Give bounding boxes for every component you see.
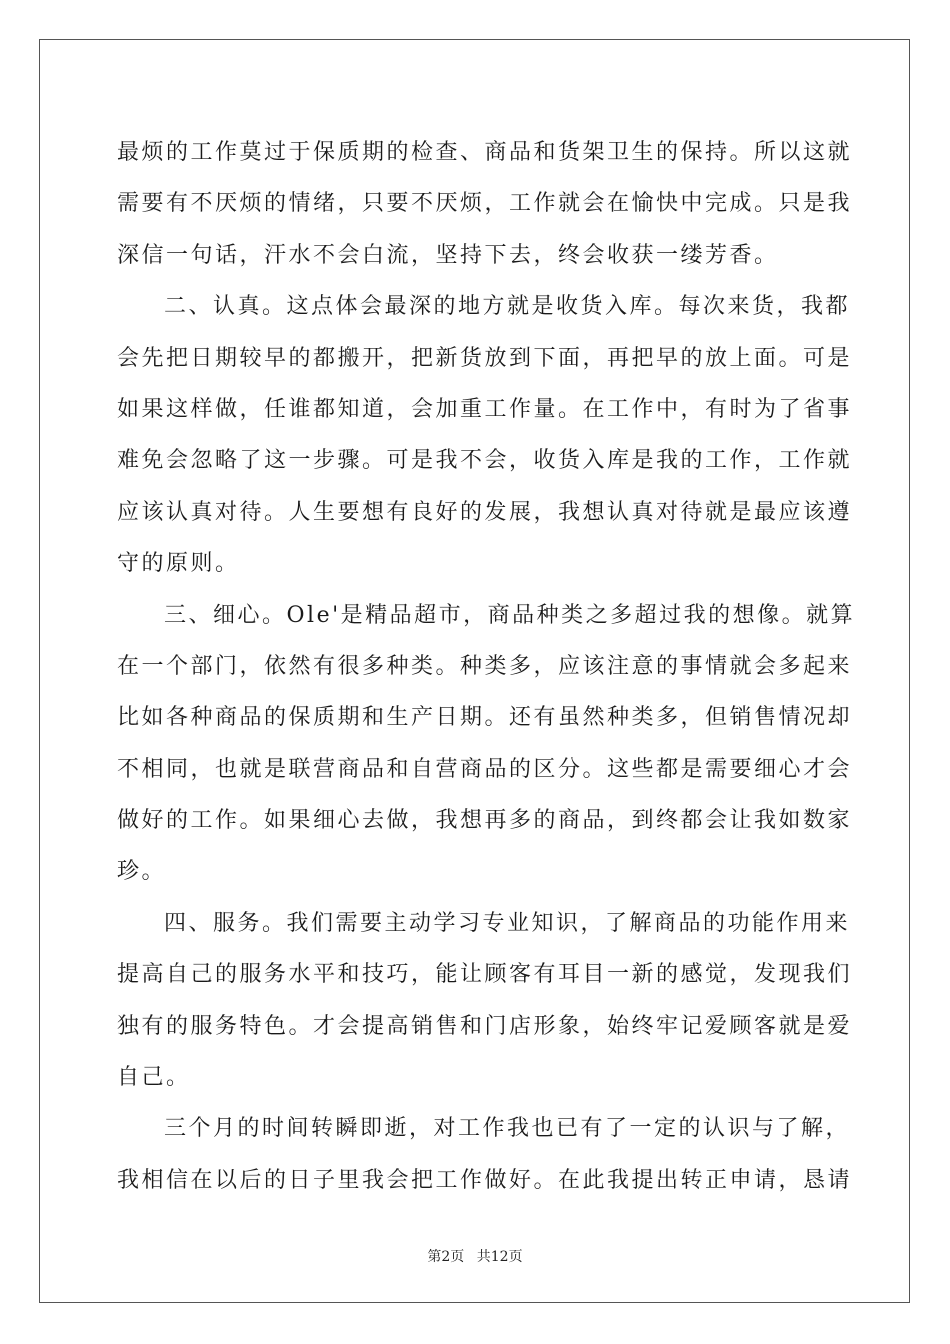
text-line: 做好的工作。如果细心去做，我想再多的商品，到终都会让我如数家 bbox=[117, 808, 853, 834]
text-line: 深信一句话，汗水不会白流，坚持下去，终会收获一缕芳香。 bbox=[117, 242, 779, 268]
text-line: 在一个部门，依然有很多种类。种类多，应该注意的事情就会多起来 bbox=[117, 653, 853, 679]
page-total: 共12页 bbox=[476, 1249, 523, 1265]
section-heading-line: 四、服务。我们需要主动学习专业知识，了解商品的功能作用来 bbox=[164, 910, 851, 936]
text-line: 自己。 bbox=[117, 1065, 191, 1091]
text-line: 珍。 bbox=[117, 859, 167, 885]
section-heading-line: 二、认真。这点体会最深的地方就是收货入库。每次来货，我都 bbox=[164, 294, 851, 320]
text-line: 应该认真对待。人生要想有良好的发展，我想认真对待就是最应该遵 bbox=[117, 499, 853, 525]
text-line: 难免会忽略了这一步骤。可是我不会，收货入库是我的工作，工作就 bbox=[117, 448, 853, 474]
page-footer bbox=[0, 1246, 950, 1266]
text-line: 提高自己的服务水平和技巧，能让顾客有耳目一新的感觉，发现我们 bbox=[117, 962, 853, 988]
text-line: 独有的服务特色。才会提高销售和门店形象，始终牢记爱顾客就是爱 bbox=[117, 1013, 853, 1039]
text-line: 比如各种商品的保质期和生产日期。还有虽然种类多，但销售情况却 bbox=[117, 705, 853, 731]
text-line: 需要有不厌烦的情绪，只要不厌烦，工作就会在愉快中完成。只是我 bbox=[117, 191, 853, 217]
text-line: 守的原则。 bbox=[117, 551, 240, 577]
text-line: 我相信在以后的日子里我会把工作做好。在此我提出转正申请，恳请 bbox=[117, 1167, 853, 1193]
text-line: 会先把日期较早的都搬开，把新货放到下面，再把早的放上面。可是 bbox=[117, 345, 853, 371]
section-heading-line: 三、细心。Ole'是精品超市，商品种类之多超过我的想像。就算 bbox=[164, 602, 856, 628]
paragraph-start-line: 三个月的时间转瞬即逝，对工作我也已有了一定的认识与了解， bbox=[164, 1116, 851, 1142]
text-line: 最烦的工作莫过于保质期的检查、商品和货架卫生的保持。所以这就 bbox=[117, 140, 853, 165]
text-line: 不相同，也就是联营商品和自营商品的区分。这些都是需要细心才会 bbox=[117, 756, 853, 782]
document-body bbox=[117, 127, 856, 1206]
text-line: 如果这样做，任谁都知道，会加重工作量。在工作中，有时为了省事 bbox=[117, 396, 853, 422]
page-number: 第2页 bbox=[427, 1249, 465, 1265]
